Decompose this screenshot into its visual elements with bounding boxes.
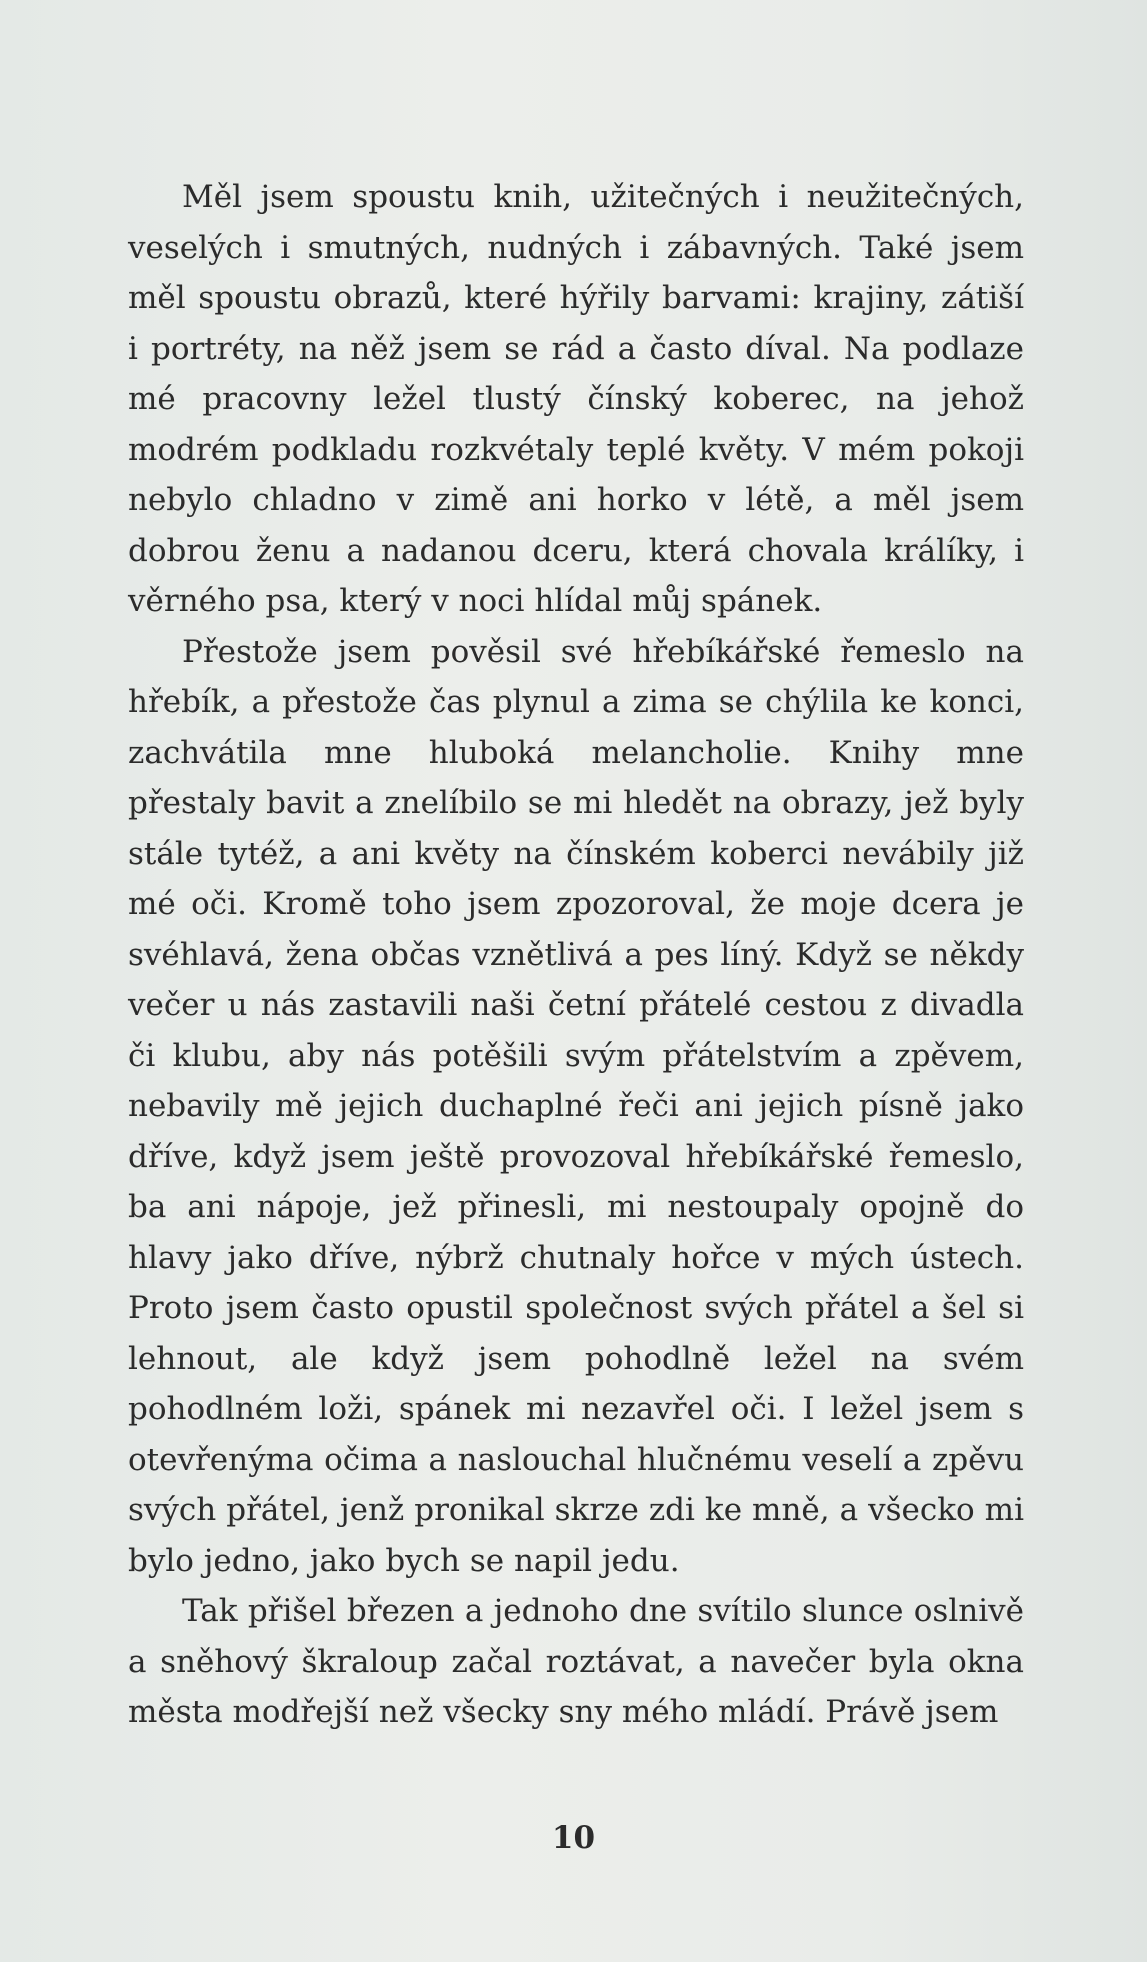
paragraph-2: Přestože jsem pověsil své hřebíkářské řemeslo na hřebík, a přestože čas plynul a zima se chýlila ke konci, zachvátila mne hluboká melancholie. Knihy mne přestaly bavit a znelíbilo se mi hledět na obrazy, jež byly stále tytéž, a ani květy na čínském koberci nevábily již mé oči. Kromě toho jsem zpozoroval, že moje dcera je svéhlavá, žena občas vznětlivá a pes líný. Když se někdy večer u nás zastavili naši četní přátelé cestou z divadla či klubu, aby nás potěšili svým přátelstvím a zpěvem, nebavily mě jejich duchaplné řeči ani jejich písně jako dříve, když jsem ještě provozoval hřebíkářské řemeslo, ba ani nápoje, jež přinesli, mi nestoupaly opojně do hlavy jako dříve, nýbrž chutnaly hořce v mých ústech. Proto jsem často opustil společnost svých přátel a šel si lehnout, ale když jsem pohodlně ležel na svém pohodlném loži, spánek mi nezavřel oči. I ležel jsem s otevřenýma očima a naslouchal hlučnému veselí a zpěvu svých přátel, jenž pronikal skrze zdi ke mně, a všecko mi bylo jedno, jako bych se napil jedu. bbox=[128, 633, 1024, 1579]
paragraph-3: Tak přišel březen a jednoho dne svítilo slunce oslnivě a sněhový škraloup začal roztávat, a navečer byla okna města modřejší než všecky sny mého mládí. Právě jsem bbox=[128, 1593, 1024, 1730]
paragraph-1: Měl jsem spoustu knih, užitečných i neužitečných, veselých i smutných, nudných i zábavných. Také jsem měl spoustu obrazů, které hýřily barvami: krajiny, zátiší i portréty, na něž jsem se rád a často díval. Na podlaze mé pracovny ležel tlustý čínský koberec, na jehož modrém podkladu rozkvétaly teplé květy. V mém pokoji nebylo chladno v zimě ani horko v létě, a měl jsem dobrou ženu a nadanou dceru, která chovala králíky, i věrného psa, který v noci hlídal můj spánek. bbox=[128, 179, 1024, 619]
body-text bbox=[128, 172, 1024, 1738]
page-number: 10 bbox=[551, 1820, 596, 1856]
